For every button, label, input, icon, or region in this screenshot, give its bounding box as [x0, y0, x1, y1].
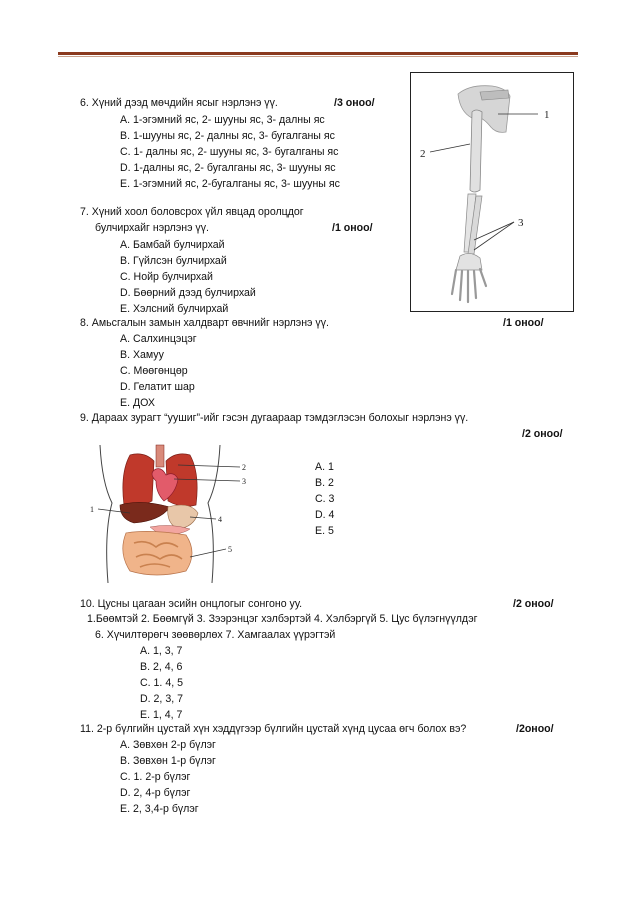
- arm-skeleton-figure: [410, 72, 574, 312]
- q11-option-a: A. Зөвхөн 2-р бүлэг: [120, 739, 216, 751]
- arm-label-2: 2: [420, 148, 426, 160]
- q6-option-d: D. 1-далны яс, 2- бугалганы яс, 3- шууны яс: [120, 162, 336, 174]
- q6-stem: 6. Хүний дээд мөчдийн ясыг нэрлэнэ үү.: [80, 97, 278, 109]
- q6-points: /3 оноо/: [334, 97, 375, 109]
- q9-option-c: C. 3: [315, 493, 335, 505]
- q7-stem-line1: 7. Хүний хоол боловсрох үйл явцад оролцдог: [80, 206, 304, 218]
- q8-points: /1 оноо/: [503, 317, 544, 329]
- q6-option-a: A. 1-эгэмний яс, 2- шууны яс, 3- далны яс: [120, 114, 325, 126]
- q11-stem: 11. 2-р бүлгийн цустай хүн хэддүгээр бүлгийн цустай хүнд цусаа өгч болох вэ?: [80, 723, 467, 735]
- q10-line2: 1.Бөөмтэй 2. Бөөмгүй 3. Зээрэнцэг хэлбэртэй 4. Хэлбэргүй 5. Цус бүлэгнүүлдэг: [87, 613, 478, 625]
- q7-option-c: C. Нойр булчирхай: [120, 271, 213, 283]
- q10-option-b: B. 2, 4, 6: [140, 661, 183, 673]
- q8-option-a: A. Салхинцэцэг: [120, 333, 197, 345]
- q10-option-d: D. 2, 3, 7: [140, 693, 183, 705]
- q7-option-e: E. Хэлсний булчирхай: [120, 303, 229, 315]
- q9-option-e: E. 5: [315, 525, 334, 537]
- arm-label-3: 3: [518, 217, 524, 229]
- organ-label-3: 3: [242, 477, 246, 486]
- q11-option-d: D. 2, 4-р бүлэг: [120, 787, 191, 799]
- q10-line3: 6. Хүчилтөрөгч зөөвөрлөх 7. Хамгаалах үүрэгтэй: [95, 629, 336, 641]
- q9-option-b: B. 2: [315, 477, 334, 489]
- q10-option-c: C. 1. 4, 5: [140, 677, 183, 689]
- q9-stem: 9. Дараах зурагт “уушиг”-ийг гэсэн дугаараар тэмдэглэсэн болохыг нэрлэнэ үү.: [80, 412, 469, 424]
- organ-label-1: 1: [90, 505, 94, 514]
- organ-label-2: 2: [242, 463, 246, 472]
- organ-label-4: 4: [218, 515, 222, 524]
- q10-stem: 10. Цусны цагаан эсийн онцлогыг сонгоно уу.: [80, 598, 303, 610]
- q11-points: /2оноо/: [516, 723, 554, 735]
- arm-label-1: 1: [544, 109, 550, 121]
- q9-points: /2 оноо/: [522, 428, 563, 440]
- q11-option-b: B. Зөвхөн 1-р бүлэг: [120, 755, 216, 767]
- q7-option-a: A. Бамбай булчирхай: [120, 239, 225, 251]
- q7-stem-line2: булчирхайг нэрлэнэ үү.: [95, 222, 209, 234]
- header-rule-shadow: [58, 56, 578, 57]
- q6-option-c: C. 1- далны яс, 2- шууны яс, 3- бугалганы яс: [120, 146, 339, 158]
- q7-option-d: D. Бөөрний дээд булчирхай: [120, 287, 256, 299]
- q8-option-d: D. Гелатит шар: [120, 381, 195, 393]
- internal-organs-figure: [90, 443, 250, 593]
- q9-option-d: D. 4: [315, 509, 335, 521]
- q6-option-b: B. 1-шууны яс, 2- далны яс, 3- бугалганы яс: [120, 130, 335, 142]
- q10-option-a: A. 1, 3, 7: [140, 645, 183, 657]
- q7-points: /1 оноо/: [332, 222, 373, 234]
- q10-option-e: E. 1, 4, 7: [140, 709, 183, 721]
- header-rule: [58, 52, 578, 55]
- q11-option-c: C. 1. 2-р бүлэг: [120, 771, 191, 783]
- q11-option-e: E. 2, 3,4-р бүлэг: [120, 803, 199, 815]
- q6-option-e: E. 1-эгэмний яс, 2-бугалганы яс, 3- шууны яс: [120, 178, 340, 190]
- q8-option-e: E. ДОХ: [120, 397, 155, 409]
- q9-option-a: A. 1: [315, 461, 334, 473]
- q10-points: /2 оноо/: [513, 598, 554, 610]
- q8-stem: 8. Амьсгалын замын халдварт өвчнийг нэрлэнэ үү.: [80, 317, 329, 329]
- q7-option-b: B. Гүйлсэн булчирхай: [120, 255, 227, 267]
- q8-option-c: C. Мөөгөнцөр: [120, 365, 188, 377]
- organ-label-5: 5: [228, 545, 232, 554]
- q8-option-b: B. Хамуу: [120, 349, 164, 361]
